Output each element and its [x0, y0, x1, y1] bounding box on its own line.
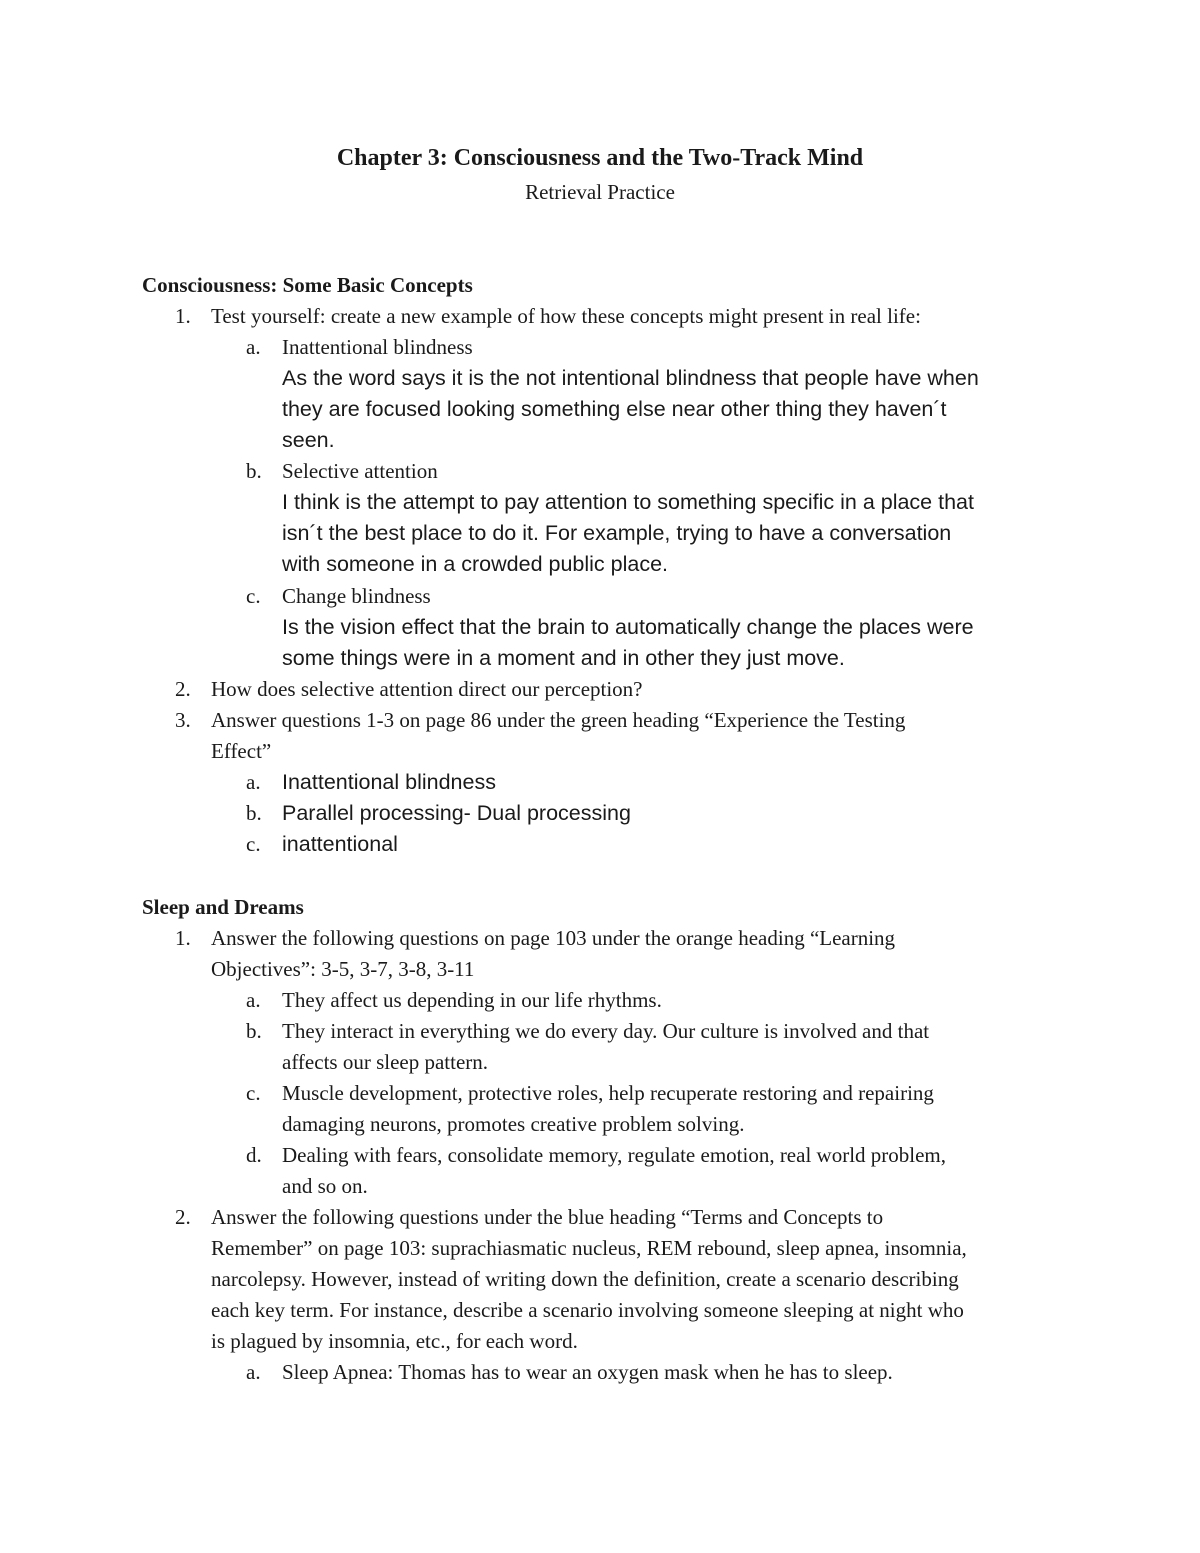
list-marker: d. [246, 1143, 262, 1167]
question-text: Test yourself: create a new example of how these concepts might present in real life: [211, 304, 921, 328]
term-label: Selective attention [282, 459, 438, 483]
list-number: 2. [175, 677, 191, 701]
question-text: How does selective attention direct our perception? [211, 677, 643, 701]
answer-line: Muscle development, protective roles, help recuperate restoring and repairing [282, 1081, 934, 1105]
section-heading-sleep: Sleep and Dreams [142, 895, 304, 919]
answer-line: Sleep Apnea: Thomas has to wear an oxygen mask when he has to sleep. [282, 1360, 893, 1384]
list-marker: a. [246, 335, 261, 359]
question-text: is plagued by insomnia, etc., for each word. [211, 1329, 578, 1353]
list-marker: b. [246, 801, 262, 825]
list-number: 2. [175, 1205, 191, 1229]
answer-line: Parallel processing- Dual processing [282, 801, 631, 825]
list-marker: c. [246, 1081, 261, 1105]
list-marker: c. [246, 832, 261, 856]
list-marker: b. [246, 459, 262, 483]
list-number: 3. [175, 708, 191, 732]
question-text: Remember” on page 103: suprachiasmatic nucleus, REM rebound, sleep apnea, insomnia, [211, 1236, 967, 1260]
answer-line: damaging neurons, promotes creative problem solving. [282, 1112, 745, 1136]
answer-line: seen. [282, 428, 335, 452]
term-label: Inattentional blindness [282, 335, 473, 359]
document-subtitle: Retrieval Practice [525, 180, 675, 204]
question-text: Answer the following questions on page 103 under the orange heading “Learning [211, 926, 896, 950]
list-marker: b. [246, 1019, 262, 1043]
answer-line: with someone in a crowded public place. [282, 552, 669, 576]
question-text: Answer questions 1-3 on page 86 under the green heading “Experience the Testing [211, 708, 906, 732]
answer-line: affects our sleep pattern. [282, 1050, 489, 1074]
answer-line: Is the vision effect that the brain to automatically change the places were [282, 615, 974, 639]
list-marker: a. [246, 770, 261, 794]
answer-line: I think is the attempt to pay attention to something specific in a place that [282, 490, 974, 514]
question-text: each key term. For instance, describe a scenario involving someone sleeping at night who [211, 1298, 964, 1322]
document-title: Chapter 3: Consciousness and the Two-Track Mind [336, 145, 864, 171]
question-text: narcolepsy. However, instead of writing down the definition, create a scenario describing [211, 1267, 959, 1291]
term-label: Change blindness [282, 584, 431, 608]
answer-line: they are focused looking something else near other thing they haven´t [282, 397, 947, 421]
answer-line: isn´t the best place to do it. For example, trying to have a conversation [282, 521, 952, 545]
section-heading-consciousness: Consciousness: Some Basic Concepts [142, 273, 473, 297]
list-number: 1. [175, 304, 191, 328]
answer-line: and so on. [282, 1174, 368, 1198]
list-number: 1. [175, 926, 191, 950]
question-text: Effect” [211, 739, 272, 763]
answer-line: They interact in everything we do every day. Our culture is involved and that [282, 1019, 930, 1043]
answer-line: They affect us depending in our life rhythms. [282, 988, 662, 1012]
answer-line: some things were in a moment and in other they just move. [282, 646, 845, 670]
answer-line: inattentional [282, 832, 398, 856]
list-marker: a. [246, 1360, 261, 1384]
question-text: Objectives”: 3-5, 3-7, 3-8, 3-11 [211, 957, 475, 981]
list-marker: c. [246, 584, 261, 608]
answer-line: Dealing with fears, consolidate memory, regulate emotion, real world problem, [282, 1143, 947, 1167]
question-text: Answer the following questions under the blue heading “Terms and Concepts to [211, 1205, 884, 1229]
answer-line: Inattentional blindness [282, 770, 496, 794]
list-marker: a. [246, 988, 261, 1012]
answer-line: As the word says it is the not intentional blindness that people have when [282, 366, 979, 390]
